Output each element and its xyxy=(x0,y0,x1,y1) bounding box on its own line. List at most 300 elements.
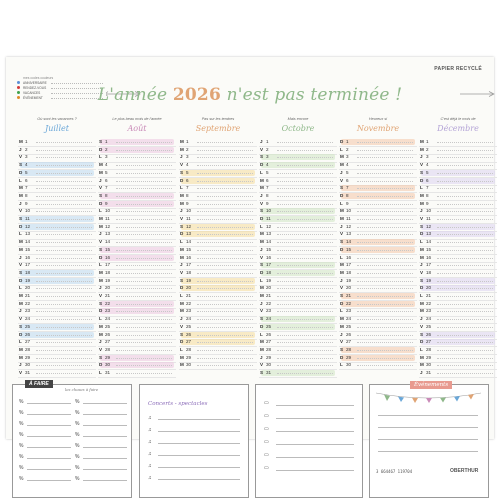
recycled-paper-label: PAPIER RECYCLÉ xyxy=(434,66,482,72)
day-number: 13 xyxy=(346,231,352,237)
ticket-icon: ▭ xyxy=(264,439,269,445)
day-writing-line xyxy=(116,373,172,374)
note-line[interactable] xyxy=(276,431,354,432)
concert-line[interactable] xyxy=(158,455,240,456)
day-writing-line xyxy=(116,204,172,205)
day-writing-line xyxy=(437,227,493,228)
todo-bullet-icon: % xyxy=(75,443,80,449)
day-writing-line xyxy=(357,227,413,228)
weekday-letter: M xyxy=(19,346,23,352)
todo-bullet-icon: % xyxy=(19,399,24,405)
day-number: 26 xyxy=(346,331,352,337)
weekday-letter: S xyxy=(180,331,184,337)
day-writing-line xyxy=(36,281,92,282)
day-number: 22 xyxy=(105,300,111,306)
todo-bullet-icon: % xyxy=(19,465,24,471)
bunting-icon xyxy=(376,391,481,403)
weekday-letter: M xyxy=(180,362,184,368)
legend-line xyxy=(51,81,103,84)
todo-line[interactable] xyxy=(83,425,127,426)
note-line[interactable] xyxy=(276,405,354,406)
day-writing-line xyxy=(36,157,92,158)
note-line[interactable] xyxy=(276,418,354,419)
weekday-letter: V xyxy=(99,239,103,245)
day-number: 24 xyxy=(266,316,272,322)
legend-label: ANNIVERSAIRE xyxy=(23,80,47,85)
todo-line[interactable] xyxy=(83,469,127,470)
day-writing-line xyxy=(437,342,493,343)
day-number: 5 xyxy=(105,169,108,175)
weekday-letter: D xyxy=(340,192,344,198)
todo-line[interactable] xyxy=(27,447,71,448)
event-line[interactable] xyxy=(378,451,478,452)
day-writing-line xyxy=(357,181,413,182)
day-number: 21 xyxy=(346,293,352,298)
day-number: 24 xyxy=(186,316,192,322)
concerts-title: Concerts - spectacles xyxy=(148,401,208,407)
day-number: 31 xyxy=(426,370,432,375)
weekday-letter: D xyxy=(340,246,344,252)
weekday-letter: V xyxy=(420,269,424,275)
weekday-letter: L xyxy=(180,346,183,352)
day-writing-line xyxy=(197,234,253,235)
weekday-letter: J xyxy=(260,139,263,144)
weekday-letter: L xyxy=(180,239,183,245)
day-number: 2 xyxy=(426,146,429,152)
day-number: 22 xyxy=(186,300,192,306)
weekday-letter: M xyxy=(340,162,344,168)
day-number: 9 xyxy=(105,200,108,206)
day-writing-line xyxy=(277,265,333,266)
concert-line[interactable] xyxy=(158,419,240,420)
day-number: 27 xyxy=(186,339,192,345)
todo-line[interactable] xyxy=(83,403,127,404)
day-writing-line xyxy=(437,181,493,182)
weekday-letter: V xyxy=(99,346,103,352)
weekday-letter: S xyxy=(260,262,264,268)
weekday-letter: S xyxy=(99,300,103,306)
todo-line[interactable] xyxy=(27,480,71,481)
weekday-letter: D xyxy=(19,169,23,175)
weekday-letter: L xyxy=(420,185,423,191)
day-number: 8 xyxy=(346,192,349,198)
day-number: 30 xyxy=(25,362,31,368)
weekday-letter: J xyxy=(19,308,22,314)
day-writing-line xyxy=(277,319,333,320)
day-writing-line xyxy=(277,157,333,158)
day-writing-line xyxy=(116,273,172,274)
day-writing-line xyxy=(116,211,172,212)
weekday-letter: V xyxy=(260,146,264,152)
day-writing-line xyxy=(197,181,253,182)
day-writing-line xyxy=(277,150,333,151)
todo-line[interactable] xyxy=(27,458,71,459)
day-writing-line xyxy=(437,258,493,259)
day-number: 15 xyxy=(186,246,192,252)
day-number: 1 xyxy=(186,139,189,144)
day-number: 24 xyxy=(105,316,111,322)
weekday-letter: L xyxy=(180,185,183,191)
day-number: 22 xyxy=(426,300,432,306)
day-number: 9 xyxy=(266,200,269,206)
day-writing-line xyxy=(197,196,253,197)
month-quote: Le plus beau mois de l'année xyxy=(112,117,162,121)
day-number: 18 xyxy=(426,269,432,275)
day-number: 18 xyxy=(266,269,272,275)
todo-line[interactable] xyxy=(83,414,127,415)
day-number: 28 xyxy=(186,346,192,352)
weekday-letter: D xyxy=(260,216,264,221)
weekday-letter: V xyxy=(19,154,23,160)
day-writing-line xyxy=(357,288,413,289)
weekday-letter: J xyxy=(340,331,343,337)
day-writing-line xyxy=(197,211,253,212)
day-number: 11 xyxy=(346,216,351,221)
day-writing-line xyxy=(116,250,172,251)
day-number: 15 xyxy=(426,246,432,252)
day-writing-line xyxy=(357,365,413,366)
day-number: 22 xyxy=(346,300,352,306)
legend-title: mes codes couleurs xyxy=(23,76,54,80)
day-writing-line xyxy=(116,342,172,343)
day-writing-line xyxy=(277,288,333,289)
weekday-letter: S xyxy=(260,154,264,160)
day-number: 9 xyxy=(186,200,189,206)
day-writing-line xyxy=(277,219,333,220)
day-writing-line xyxy=(357,242,413,243)
day-number: 26 xyxy=(426,331,432,337)
event-line[interactable] xyxy=(378,415,478,416)
day-number: 25 xyxy=(186,323,192,329)
day-number: 10 xyxy=(426,208,432,214)
calendar-sheet xyxy=(6,57,494,482)
note-line[interactable] xyxy=(276,470,354,471)
month-quote: Où sont les vacances ? xyxy=(37,117,77,121)
day-writing-line xyxy=(36,234,92,235)
weekday-letter: L xyxy=(260,223,263,229)
todo-line[interactable] xyxy=(83,436,127,437)
day-row[interactable] xyxy=(18,369,96,378)
month-quote: Heureux si xyxy=(368,117,388,121)
todo-line[interactable] xyxy=(27,425,71,426)
weekday-letter: D xyxy=(99,362,103,368)
day-number: 8 xyxy=(266,192,269,198)
weekday-letter: S xyxy=(260,370,264,375)
day-writing-line xyxy=(437,242,493,243)
weekday-letter: D xyxy=(99,308,103,314)
weekday-letter: J xyxy=(260,246,263,252)
day-writing-line xyxy=(357,196,413,197)
weekday-letter: S xyxy=(420,331,424,337)
todo-bullet-icon: % xyxy=(19,421,24,427)
day-writing-line xyxy=(36,219,92,220)
concert-line[interactable] xyxy=(158,479,240,480)
todo-line[interactable] xyxy=(83,458,127,459)
todo-line[interactable] xyxy=(27,414,71,415)
day-writing-line xyxy=(116,234,172,235)
legend-label: VACANCES xyxy=(23,90,41,95)
ticket-icon: ▭ xyxy=(264,413,269,419)
day-number: 26 xyxy=(266,331,272,337)
day-number: 9 xyxy=(426,200,429,206)
day-number: 13 xyxy=(426,231,432,237)
day-row[interactable] xyxy=(339,361,417,370)
weekday-letter: L xyxy=(420,239,423,245)
day-number: 12 xyxy=(186,223,192,229)
day-writing-line xyxy=(36,288,92,289)
day-writing-line xyxy=(277,335,333,336)
weekday-letter: V xyxy=(260,308,264,314)
weekday-letter: M xyxy=(99,216,103,221)
day-writing-line xyxy=(36,311,92,312)
day-number: 15 xyxy=(105,246,111,252)
day-writing-line xyxy=(36,204,92,205)
day-number: 10 xyxy=(346,208,352,214)
day-number: 7 xyxy=(266,185,269,191)
day-writing-line xyxy=(116,281,172,282)
calendar-title xyxy=(6,85,494,105)
day-number: 5 xyxy=(266,169,269,175)
weekday-letter: L xyxy=(420,346,423,352)
day-number: 30 xyxy=(426,362,432,368)
day-writing-line xyxy=(277,273,333,274)
weekday-letter: J xyxy=(260,300,263,306)
day-number: 8 xyxy=(105,192,108,198)
day-writing-line xyxy=(357,311,413,312)
todo-bullet-icon: % xyxy=(19,443,24,449)
day-writing-line xyxy=(36,304,92,305)
music-note-icon: ♫ xyxy=(148,415,152,421)
day-writing-line xyxy=(36,258,92,259)
day-writing-line xyxy=(437,219,493,220)
todo-line[interactable] xyxy=(83,480,127,481)
day-writing-line xyxy=(197,342,253,343)
day-number: 20 xyxy=(426,285,432,291)
brand-name: OBERTHUR xyxy=(450,468,479,474)
day-number: 24 xyxy=(426,316,432,322)
day-number: 15 xyxy=(25,246,31,252)
day-number: 5 xyxy=(186,169,189,175)
day-writing-line xyxy=(357,188,413,189)
day-number: 13 xyxy=(25,231,31,237)
day-writing-line xyxy=(197,250,253,251)
weekday-letter: M xyxy=(260,285,264,291)
day-number: 23 xyxy=(346,308,352,314)
day-number: 13 xyxy=(105,231,111,237)
weekday-letter: V xyxy=(99,185,103,191)
day-row[interactable] xyxy=(98,369,176,378)
day-number: 7 xyxy=(25,185,28,191)
day-writing-line xyxy=(277,258,333,259)
todo-bullet-icon: % xyxy=(19,454,24,460)
weekday-letter: L xyxy=(340,146,343,152)
day-writing-line xyxy=(437,335,493,336)
day-number: 28 xyxy=(266,346,272,352)
event-line[interactable] xyxy=(378,439,478,440)
day-number: 12 xyxy=(25,223,31,229)
music-note-icon: ♫ xyxy=(148,475,152,481)
day-number: 4 xyxy=(266,162,269,168)
weekday-letter: V xyxy=(340,177,344,183)
weekday-letter: V xyxy=(99,293,103,298)
weekday-letter: L xyxy=(99,208,102,214)
todo-bullet-icon: % xyxy=(19,476,24,482)
day-number: 20 xyxy=(266,285,272,291)
day-writing-line xyxy=(357,250,413,251)
day-writing-line xyxy=(36,327,92,328)
weekday-letter: V xyxy=(260,200,264,206)
day-writing-line xyxy=(197,288,253,289)
weekday-letter: S xyxy=(19,162,23,168)
weekday-letter: L xyxy=(19,285,22,291)
weekday-letter: M xyxy=(260,339,264,345)
concerts-box xyxy=(139,384,249,498)
day-number: 17 xyxy=(186,262,192,268)
day-number: 14 xyxy=(426,239,432,245)
weekday-letter: J xyxy=(180,208,183,214)
event-line[interactable] xyxy=(378,427,478,428)
day-writing-line xyxy=(437,304,493,305)
month-title: Août xyxy=(127,124,147,133)
day-writing-line xyxy=(357,304,413,305)
day-number: 2 xyxy=(266,146,269,152)
day-number: 30 xyxy=(105,362,111,368)
day-number: 4 xyxy=(105,162,108,168)
note-line[interactable] xyxy=(276,444,354,445)
day-writing-line xyxy=(197,188,253,189)
music-note-icon: ♫ xyxy=(148,439,152,445)
day-row[interactable] xyxy=(419,369,497,378)
day-number: 3 xyxy=(186,154,189,160)
day-number: 15 xyxy=(346,246,352,252)
day-number: 1 xyxy=(266,139,269,144)
weekday-letter: M xyxy=(99,331,103,337)
todo-line[interactable] xyxy=(83,447,127,448)
day-writing-line xyxy=(437,265,493,266)
weekday-letter: J xyxy=(19,146,22,152)
day-writing-line xyxy=(357,157,413,158)
todo-bullet-icon: % xyxy=(19,432,24,438)
todo-line[interactable] xyxy=(27,403,71,404)
day-row[interactable] xyxy=(179,361,257,370)
weekday-letter: L xyxy=(340,254,343,260)
day-number: 12 xyxy=(426,223,432,229)
day-number: 19 xyxy=(266,277,272,283)
day-writing-line xyxy=(36,211,92,212)
weekday-letter: D xyxy=(19,223,23,229)
day-writing-line xyxy=(116,365,172,366)
day-writing-line xyxy=(197,319,253,320)
day-number: 9 xyxy=(346,200,349,206)
ticket-icon: ▭ xyxy=(264,452,269,458)
weekday-letter: D xyxy=(99,146,103,152)
day-writing-line xyxy=(197,358,253,359)
day-writing-line xyxy=(277,304,333,305)
todo-line[interactable] xyxy=(27,469,71,470)
day-row[interactable] xyxy=(259,369,337,378)
weekday-letter: S xyxy=(180,277,184,283)
day-number: 3 xyxy=(266,154,269,160)
weekday-letter: J xyxy=(420,370,423,375)
day-writing-line xyxy=(437,250,493,251)
day-writing-line xyxy=(197,258,253,259)
day-writing-line xyxy=(197,150,253,151)
todo-line[interactable] xyxy=(27,436,71,437)
weekday-letter: J xyxy=(99,231,102,237)
weekday-letter: M xyxy=(260,293,264,298)
day-writing-line xyxy=(36,227,92,228)
day-number: 16 xyxy=(105,254,111,260)
weekday-letter: J xyxy=(19,254,22,260)
weekday-letter: V xyxy=(19,370,23,375)
day-number: 4 xyxy=(346,162,349,168)
day-writing-line xyxy=(116,311,172,312)
day-number: 31 xyxy=(25,370,31,375)
weekday-letter: V xyxy=(340,231,344,237)
day-number: 23 xyxy=(105,308,111,314)
day-writing-line xyxy=(36,365,92,366)
concert-line[interactable] xyxy=(158,467,240,468)
day-writing-line xyxy=(357,165,413,166)
weekday-letter: J xyxy=(340,169,343,175)
weekday-letter: D xyxy=(260,269,264,275)
day-number: 1 xyxy=(426,139,429,144)
day-number: 10 xyxy=(105,208,111,214)
weekday-letter: M xyxy=(340,262,344,268)
todo-bullet-icon: % xyxy=(75,476,80,482)
weekday-letter: S xyxy=(420,169,424,175)
day-number: 17 xyxy=(426,262,432,268)
day-number: 6 xyxy=(186,177,189,183)
weekday-letter: L xyxy=(99,316,102,322)
day-writing-line xyxy=(437,373,493,374)
day-writing-line xyxy=(277,142,333,143)
day-number: 21 xyxy=(426,293,432,298)
day-number: 14 xyxy=(105,239,111,245)
day-number: 21 xyxy=(25,293,31,298)
events-box xyxy=(369,384,489,498)
day-writing-line xyxy=(116,327,172,328)
weekday-letter: J xyxy=(19,362,22,368)
day-writing-line xyxy=(277,204,333,205)
weekday-letter: J xyxy=(260,192,263,198)
day-number: 18 xyxy=(25,269,31,275)
day-writing-line xyxy=(357,211,413,212)
weekday-letter: M xyxy=(260,231,264,237)
weekday-letter: M xyxy=(180,139,184,144)
concert-line[interactable] xyxy=(158,443,240,444)
day-number: 21 xyxy=(186,293,192,298)
weekday-letter: V xyxy=(340,339,344,345)
note-line[interactable] xyxy=(276,457,354,458)
weekday-letter: S xyxy=(340,185,344,191)
day-number: 24 xyxy=(346,316,352,322)
day-writing-line xyxy=(357,319,413,320)
todo-bullet-icon: % xyxy=(75,410,80,416)
day-writing-line xyxy=(36,173,92,174)
weekday-letter: M xyxy=(19,192,23,198)
day-writing-line xyxy=(437,204,493,205)
weekday-letter: S xyxy=(180,169,184,175)
day-writing-line xyxy=(116,157,172,158)
weekday-letter: D xyxy=(420,177,424,183)
day-writing-line xyxy=(437,365,493,366)
day-number: 12 xyxy=(266,223,272,229)
concert-line[interactable] xyxy=(158,431,240,432)
day-writing-line xyxy=(437,288,493,289)
weekday-letter: D xyxy=(180,177,184,183)
day-writing-line xyxy=(357,173,413,174)
